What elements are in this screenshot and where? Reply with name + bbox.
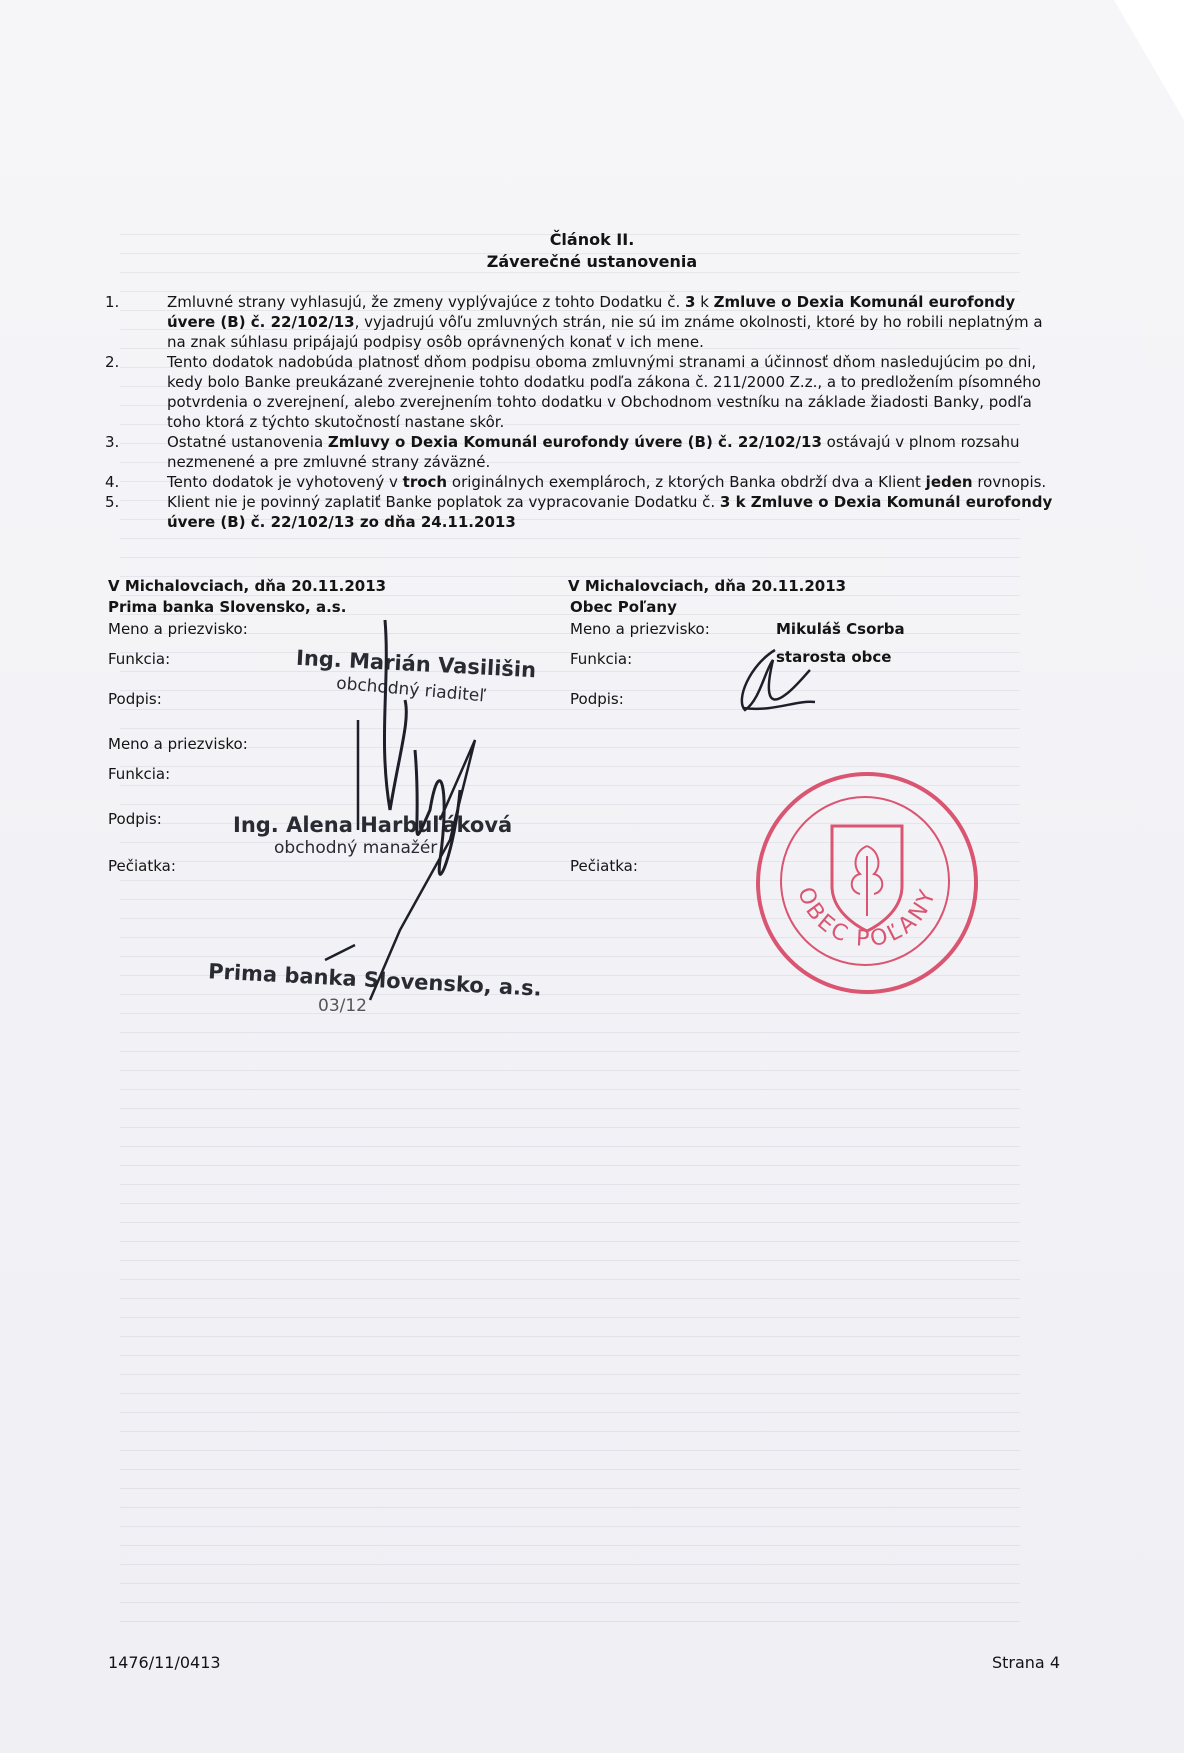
bank-stamp-text: Prima banka Slovensko, a.s. <box>207 959 543 1001</box>
signer2-role-stamp: obchodný manažér <box>274 838 438 858</box>
clause-text: troch <box>402 473 448 491</box>
doc-number: 1476/11/0413 <box>108 1653 221 1672</box>
clause-text: Zmluve o Dexia Komunál eurofondy úvere (B) č. 22/102/13 <box>167 293 1016 331</box>
page-number: Strana 4 <box>991 1653 1060 1672</box>
right-peciatka-label: Pečiatka: <box>570 857 638 875</box>
clause-text: 3 <box>684 293 696 311</box>
left-podpis-label: Podpis: <box>108 690 162 708</box>
clause-number: 3. <box>105 433 120 451</box>
right-meno-label: Meno a priezvisko: <box>570 620 710 638</box>
clause-1 <box>105 292 1060 352</box>
left-peciatka-label: Pečiatka: <box>108 857 176 875</box>
right-party-name: Obec Poľany <box>570 598 677 616</box>
clause-2 <box>105 352 1060 432</box>
clause-text: ostávajú v plnom rozsahu nezmenené a pre zmluvné strany záväzné. <box>167 433 1020 471</box>
article-subtitle: Záverečné ustanovenia <box>486 252 698 271</box>
clause-number: 2. <box>105 353 120 371</box>
right-place-date: V Michalovciach, dňa 20.11.2013 <box>568 577 847 595</box>
folded-corner <box>1114 0 1184 120</box>
municipality-seal <box>756 772 978 994</box>
clause-text: Zmluvy o Dexia Komunál eurofondy úvere (B) č. 22/102/13 <box>327 433 822 451</box>
clause-text: originálnych exemplároch, z ktorých Banka obdrží dva a Klient <box>447 473 926 491</box>
signer1-role-stamp: obchodný riaditeľ <box>335 673 487 707</box>
right-podpis-label: Podpis: <box>570 690 624 708</box>
right-funkcia-value: starosta obce <box>776 648 892 666</box>
clause-text: Zmluvné strany vyhlasujú, že zmeny vyplývajúce z tohto Dodatku č. <box>167 293 685 311</box>
left-meno-label: Meno a priezvisko: <box>108 620 248 638</box>
clauses-list <box>105 292 1060 532</box>
clause-text: , vyjadrujú vôľu zmluvných strán, nie sú im známe okolnosti, ktoré by ho robili neplatným a na znak súhlasu pripájajú podpisy osôb oprávnených konať v ich mene. <box>167 313 1043 351</box>
clause-number: 1. <box>105 293 120 311</box>
clause-text: rovnopis. <box>972 473 1047 491</box>
clause-number: 5. <box>105 493 120 511</box>
clause-4 <box>105 472 1060 492</box>
left-funkcia-label: Funkcia: <box>108 650 171 668</box>
left-funkcia2-label: Funkcia: <box>108 765 171 783</box>
seal-text: OBEC POĽANY <box>792 883 942 953</box>
clause-text: k <box>695 293 714 311</box>
clause-number: 4. <box>105 473 120 491</box>
clause-text: 3 k Zmluve o Dexia Komunál eurofondy úvere (B) č. 22/102/13 zo dňa 24.11.2013 <box>167 493 1053 531</box>
left-place-date: V Michalovciach, dňa 20.11.2013 <box>108 577 387 595</box>
left-party-name: Prima banka Slovensko, a.s. <box>108 598 347 616</box>
left-podpis2-label: Podpis: <box>108 810 162 828</box>
mayor-signature <box>715 640 825 720</box>
bank-signatures <box>240 600 520 1020</box>
clause-text: Ostatné ustanovenia <box>167 433 328 451</box>
clause-text: Klient nie je povinný zaplatiť Banke poplatok za vypracovanie Dodatku č. <box>167 493 720 511</box>
signer2-name-stamp: Ing. Alena Harbuľáková <box>233 813 513 837</box>
clause-text: jeden <box>925 473 973 491</box>
right-funkcia-label: Funkcia: <box>570 650 633 668</box>
signer1-name-stamp: Ing. Marián Vasilišin <box>295 645 537 683</box>
clause-5 <box>105 492 1060 532</box>
bank-stamp-code: 03/12 <box>318 996 367 1016</box>
article-title: Článok II. <box>549 230 635 249</box>
clause-text: Tento dodatok je vyhotovený v <box>167 473 403 491</box>
clause-3 <box>105 432 1060 472</box>
right-meno-value: Mikuláš Csorba <box>776 620 905 638</box>
left-meno2-label: Meno a priezvisko: <box>108 735 248 753</box>
clause-text: Tento dodatok nadobúda platnosť dňom podpisu oboma zmluvnými stranami a účinnosť dňom nasledujúcim po dni, kedy bolo Banke preukázané zverejnenie tohto dodatku podľa zákona č. 211/2000 Z.z., a to predložením písomného potvrdenia o zverejnení, alebo zverejnením tohto dodatku v Obchodnom vestníku na základe žiadosti Banky, podľa toho ktorá z týchto skutočností nastane skôr. <box>167 353 1041 431</box>
